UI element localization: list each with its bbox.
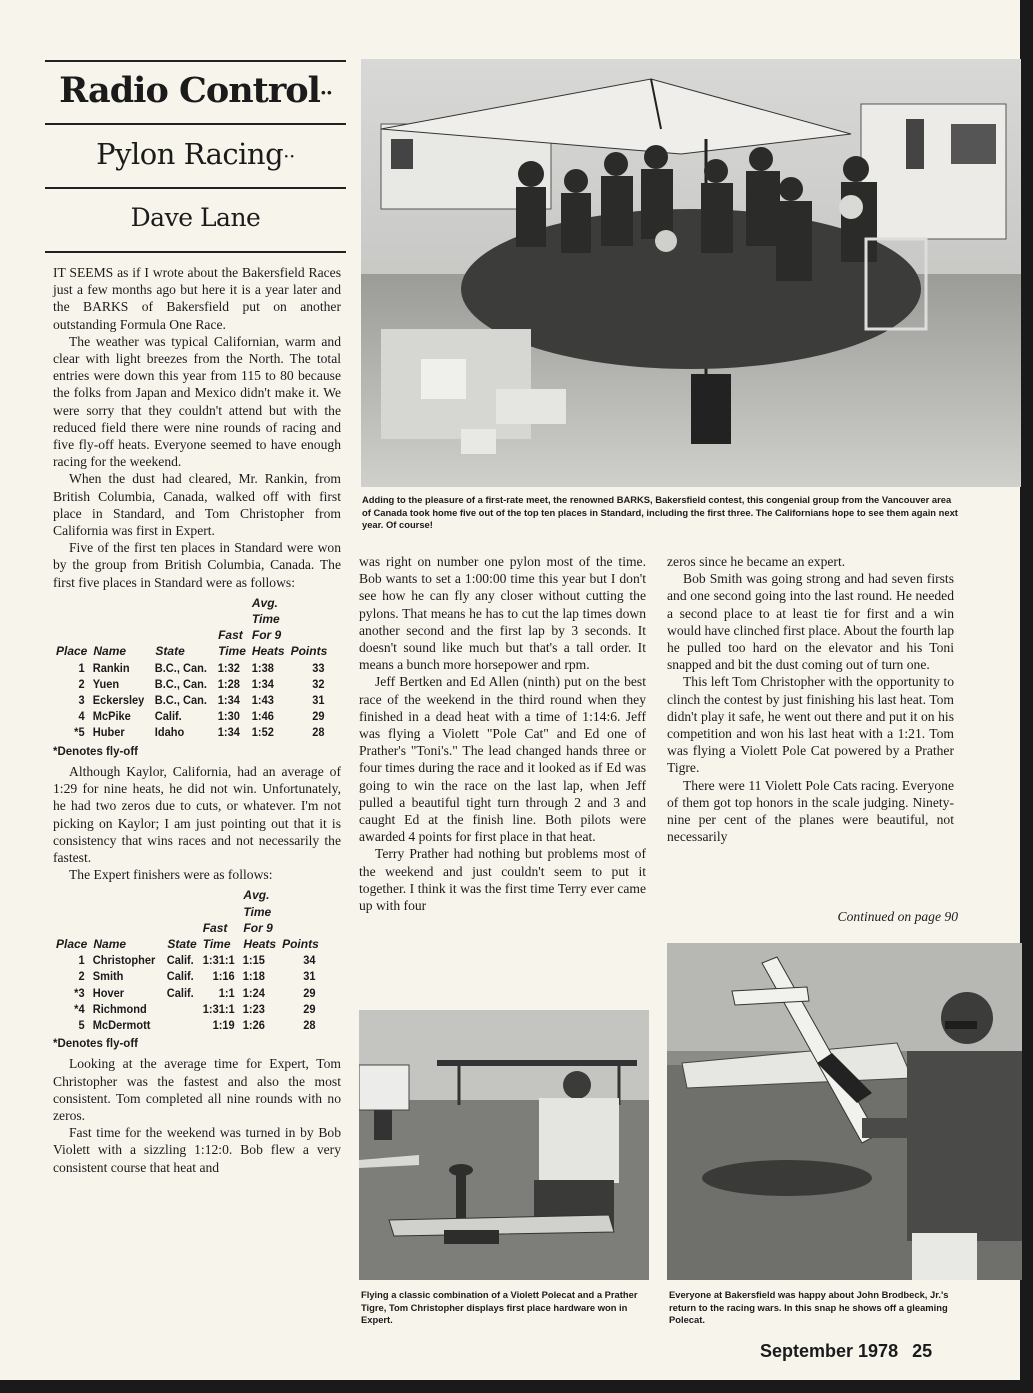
photo-christopher-trophy xyxy=(359,1010,649,1280)
column-title: Pylon Racing·· xyxy=(96,137,295,171)
caption-top-photo: Adding to the pleasure of a first-rate meet, the renowned BARKS, Bakersfield contest, this congenial group from the Vancouver area of Canada took home five out of the top ten places in Standard, including the first three. The Californians hope to see them again next year. Of course! xyxy=(362,494,958,531)
paragraph: There were 11 Violett Pole Cats racing. Everyone of them got top honors in the scale judging. Ninety-nine per cent of the planes were beautiful, not necessarily xyxy=(667,777,954,845)
table-row: 1 Rankin B.C., Can. 1:32 1:38 33 xyxy=(78,660,325,675)
text-column-3 xyxy=(667,553,954,845)
paragraph: zeros since he became an expert. xyxy=(667,554,846,569)
page-folio xyxy=(760,1341,932,1362)
paragraph: was right on number one pylon most of the time. Bob wants to set a 1:00:00 time this year but I don't see how he can fly any closer without cutting the pylons. That means he has to cut the lap times down another second and the first lap by 3 seconds. It doesn't sound like much but that's a tall order. It means a bunch more horsepower and rpm. xyxy=(359,554,646,673)
header-rule-bottom xyxy=(45,251,346,253)
text-column-2 xyxy=(359,553,646,914)
paragraph: Fast time for the weekend was turned in by Bob Violett with a sizzling 1:12:0. Bob flew a very consistent course that heat and xyxy=(53,1125,341,1175)
header-name: Name xyxy=(93,936,127,951)
table-row: *3 Hover Calif. 1:1 1:24 29 xyxy=(74,985,316,1000)
header-place: Place xyxy=(56,936,88,951)
paragraph: Jeff Bertken and Ed Allen (ninth) put on the best race of the weekend in the third round when they finished in a dead heat with a time of 1:14:6. Jeff was flying a Violett "Pole Cat" and Ed one of Prather's "Toni's." The lead changed hands three or four times during the race and it looked as if Ed was going to win the race on the last lap, when Jeff pulled a beautiful tight turn through 2 and 3 and caught Ed at the finish line. Both pilots were awarded 4 points for first place in that heat. xyxy=(359,674,646,845)
paragraph: This left Tom Christopher with the opportunity to clinch the contest by just finishing his last heat. Tom didn't play it safe, he went out there and put it on his competition and won his last heat with a 1:21. Tom was flying a Violett Pole Cat powered by a Prather Tigre. xyxy=(667,674,954,776)
header-state: State xyxy=(155,644,185,659)
paragraph: IT SEEMS as if I wrote about the Bakersfield Races just a few months ago but here it is a year later and the BARKS of Bakersfield put on another outstanding Formula One Race. xyxy=(53,265,341,332)
paragraph: The weather was typical Californian, warm and clear with light breezes from the North. The total entries were down this year from 115 to 80 because the folks from Japan and Mexico didn't make it. We were sorry that they couldn't attend but with the reduced field there were nine rounds of racing and five fly-off heats. Everyone seemed to have enough racing for the weekend. xyxy=(53,333,341,470)
header-avg-time: Avg. Time For 9 Heats xyxy=(243,888,277,951)
photo-illustration xyxy=(667,943,1022,1280)
caption-bottom-right-photo: Everyone at Bakersfield was happy about John Brodbeck, Jr.'s return to the racing wars. In this snap he shows off a gleaming Polecat. xyxy=(669,1289,949,1326)
header-rule-3 xyxy=(45,187,346,189)
paragraph: Looking at the average time for Expert, Tom Christopher was the fastest and also the most consistent. Tom completed all nine rounds with no zeros. xyxy=(53,1056,341,1123)
header-avg-time: Avg. Time For 9 Heats xyxy=(251,595,285,659)
header-rule-2 xyxy=(45,123,346,125)
paragraph: Bob Smith was going strong and had seven firsts and one second going into the last round. He needed a second place to at least tie for first and a win would have clinched first place. About the fourth lap he pulled too hard on the elevator and his Toni snapped and bit the dust coming out of turn one. xyxy=(667,571,954,673)
author-byline: Dave Lane xyxy=(130,203,261,232)
table-row: *4 Richmond 1:31:1 1:23 29 xyxy=(74,1001,316,1016)
paragraph: When the dust had cleared, Mr. Rankin, from British Columbia, Canada, walked off with first place in Standard, and Tom Christopher from California was first in Expert. xyxy=(53,471,341,539)
paragraph: Terry Prather had nothing but problems most of the weekend and just couldn't seem to put it together. I think it was the first time Terry ever came up with four xyxy=(359,846,646,914)
paragraph: Five of the first ten places in Standard were won by the group from British Columbia, Canada. The first five places in Standard were as follows: xyxy=(53,540,341,590)
table-row: *5 Huber Idaho 1:34 1:52 28 xyxy=(74,725,325,740)
header-rule-top xyxy=(45,60,346,62)
continued-on-line: Continued on page 90 xyxy=(837,909,958,924)
table-row: 3 Eckersley B.C., Can. 1:34 1:43 31 xyxy=(78,693,325,708)
table-row: 2 Smith Calif. 1:16 1:18 31 xyxy=(78,969,316,984)
table-row: 5 McDermott 1:19 1:26 28 xyxy=(78,1017,316,1032)
photo-illustration xyxy=(359,1010,649,1280)
department-title: Radio Control·· xyxy=(59,70,332,111)
caption-bottom-left-photo: Flying a classic combination of a Violett Polecat and a Prather Tigre, Tom Christopher displays first place hardware won in Expert. xyxy=(361,1289,638,1326)
paragraph: Although Kaylor, California, had an average of 1:29 for nine heats, he did not win. Unfortunately, he had two zeros due to cuts, or whatever. I'm not picking on Kaylor; I am just pointing out that it is consistency that wins races and not necessarily the fastest. xyxy=(53,763,341,865)
header-points: Points xyxy=(290,644,328,659)
table-row: 4 McPike Calif. 1:30 1:46 29 xyxy=(78,709,325,724)
header-state: State xyxy=(167,936,197,951)
photo-illustration xyxy=(361,59,1021,487)
table-header-row xyxy=(53,887,322,952)
title-ornament: ·· xyxy=(319,80,332,105)
header-name: Name xyxy=(93,644,127,659)
flyoff-note: *Denotes fly-off xyxy=(53,1038,138,1051)
expert-results-table xyxy=(53,887,322,1033)
table-header-row xyxy=(53,595,330,660)
flyoff-note: *Denotes fly-off xyxy=(53,745,138,758)
standard-results-table xyxy=(53,595,330,741)
text-column-1 xyxy=(53,264,341,1176)
table-row: 1 Christopher Calif. 1:31:1 1:15 34 xyxy=(78,953,316,968)
column-ornament: ·· xyxy=(283,144,295,168)
issue-date: September 1978 xyxy=(760,1341,899,1361)
photo-group-under-canopy xyxy=(361,59,1021,487)
paragraph: The Expert finishers were as follows: xyxy=(69,867,273,883)
header-points: Points xyxy=(282,936,319,951)
photo-brodbeck-polecat xyxy=(667,943,1022,1280)
page-number: 25 xyxy=(912,1341,933,1361)
table-row: 2 Yuen B.C., Can. 1:28 1:34 32 xyxy=(78,676,325,691)
header-fast-time: Fast Time xyxy=(218,628,246,659)
header-fast-time: Fast Time xyxy=(202,920,231,951)
header-place: Place xyxy=(56,644,88,659)
